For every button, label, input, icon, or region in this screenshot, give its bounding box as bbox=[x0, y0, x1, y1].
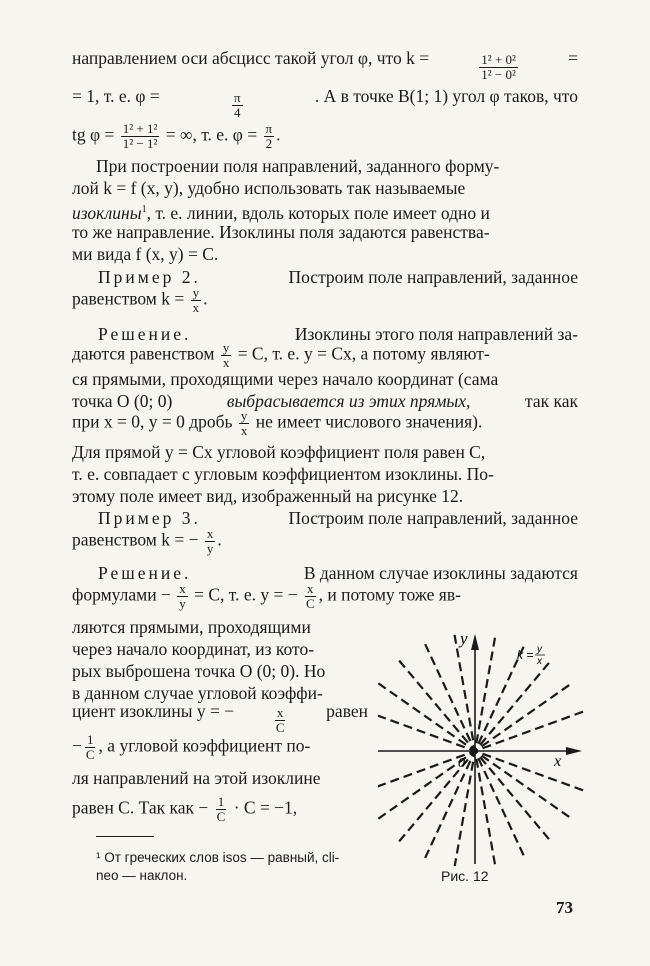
fraction: $\frac{x}{y}$ bbox=[206, 526, 214, 556]
k-numerator: y bbox=[537, 644, 542, 655]
fraction: $\frac{\text{1² + 0²}}{\text{1² − 0²}}$ bbox=[481, 52, 516, 82]
fraction: $\frac{x}{C}$ bbox=[275, 705, 285, 735]
solution-heading: Решение. Изоклины этого поля направлений за- bbox=[98, 324, 578, 344]
text-line: циент изоклины y = − $\frac{x}{C}$ равен bbox=[72, 701, 368, 735]
y-axis-label: y bbox=[460, 629, 468, 648]
text-line: направлением оси абсцисс такой угол φ, что k = $\frac{\text{1² + 0²}}{\text{1² − 0²}}$ = bbox=[72, 48, 578, 82]
text-line: т. е. совпадает с угловым коэффициентом изоклины. По- bbox=[72, 464, 494, 484]
text-line: равенством k = − $\frac{x}{y}$ . bbox=[72, 526, 222, 556]
text-line: даются равенством $\frac{y}{x}$ = C, т. е. y = Cx, а потому являют- bbox=[72, 340, 490, 370]
fraction: $\frac{1}{C}$ bbox=[216, 794, 226, 824]
footnote-line: neo — наклон. bbox=[96, 868, 188, 883]
example-heading: Пример 2. Построим поле направлений, заданное bbox=[98, 267, 578, 287]
paragraph-line: то же направление. Изоклины поля задаются равенства- bbox=[72, 222, 490, 242]
fraction: $\frac{\pi}{2}$ bbox=[265, 121, 273, 151]
fraction: $\frac{x}{y}$ bbox=[179, 581, 186, 611]
origin-label: 0 bbox=[458, 756, 465, 771]
k-label: k = bbox=[517, 648, 534, 662]
text-line: формулами − $\frac{x}{y}$ = C, т. е. y = − $\frac{x}{C}$ , и потому тоже яв- bbox=[72, 581, 461, 611]
y-axis-arrow bbox=[471, 634, 479, 650]
footnote-line: ¹ От греческих слов isos — равный, cli- bbox=[96, 850, 340, 865]
text-line: = 1, т. е. φ = $\frac{\pi}{4}$ . А в точке B(1; 1) угол φ таков, что bbox=[72, 86, 578, 120]
paragraph-line: ми вида f (x, y) = C. bbox=[72, 244, 219, 264]
page-number: 73 bbox=[556, 898, 573, 917]
fraction: $\frac{x}{C}$ bbox=[305, 581, 315, 611]
text-line: Для прямой y = Cx угловой коэффициент поля равен C, bbox=[72, 442, 486, 462]
text-line: ся прямыми, проходящими через начало координат (сама bbox=[72, 369, 499, 389]
text-line: − $\frac{1}{C}$ , а угловой коэффициент по- bbox=[72, 732, 311, 762]
text-line: tg φ = $\frac{\text{1² + 1²}}{\text{1² − 1²}}$ = ∞, т. е. φ = $\frac{\pi}{2}$ . bbox=[72, 121, 281, 151]
text-line: в данном случае угловой коэффи- bbox=[72, 683, 323, 703]
fraction: $\frac{y}{x}$ bbox=[222, 340, 230, 370]
text-line: ля направлений на этой изоклине bbox=[72, 768, 321, 788]
paragraph-line: При построении поля направлений, заданного форму- bbox=[96, 156, 500, 176]
fraction: $\frac{1}{C}$ bbox=[85, 732, 95, 762]
footnote-rule bbox=[96, 836, 154, 837]
example-heading: Пример 3. Построим поле направлений, заданное bbox=[98, 508, 578, 528]
k-denominator: x bbox=[537, 656, 542, 667]
text-line: при x = 0, y = 0 дробь $\frac{y}{x}$ не имеет числового значения). bbox=[72, 408, 483, 438]
x-axis-arrow bbox=[566, 747, 582, 755]
fraction: $\frac{y}{x}$ bbox=[192, 285, 200, 315]
text-line: ляются прямыми, проходящими bbox=[72, 617, 311, 637]
text-line: точка O (0; 0) выбрасывается из этих прямых, так как bbox=[72, 391, 578, 411]
text-line: через начало координат, из кото- bbox=[72, 639, 315, 659]
fraction: $\frac{\pi}{4}$ bbox=[233, 90, 241, 120]
paragraph-line: лой k = f (x, y), удобно использовать так называемые bbox=[72, 178, 466, 198]
text-line: рых выброшена точка O (0; 0). Но bbox=[72, 661, 326, 681]
text-line: равенством k = $\frac{y}{x}$ . bbox=[72, 285, 208, 315]
fraction: $\frac{y}{x}$ bbox=[240, 408, 248, 438]
figure-caption: Рис. 12 bbox=[441, 868, 489, 884]
text-line: равен C. Так как − $\frac{1}{C}$ · C = −1, bbox=[72, 794, 298, 824]
fraction: $\frac{\text{1² + 1²}}{\text{1² − 1²}}$ bbox=[122, 121, 158, 151]
text-line: этому поле имеет вид, изображенный на рисунке 12. bbox=[72, 486, 464, 506]
figure-12 bbox=[378, 626, 588, 866]
x-axis-label: x bbox=[554, 753, 562, 770]
solution-heading: Решение. В данном случае изоклины задаются bbox=[98, 563, 578, 583]
paragraph-line: изоклины$^1$, т. е. линии, вдоль которых поле имеет одно и bbox=[72, 202, 490, 223]
